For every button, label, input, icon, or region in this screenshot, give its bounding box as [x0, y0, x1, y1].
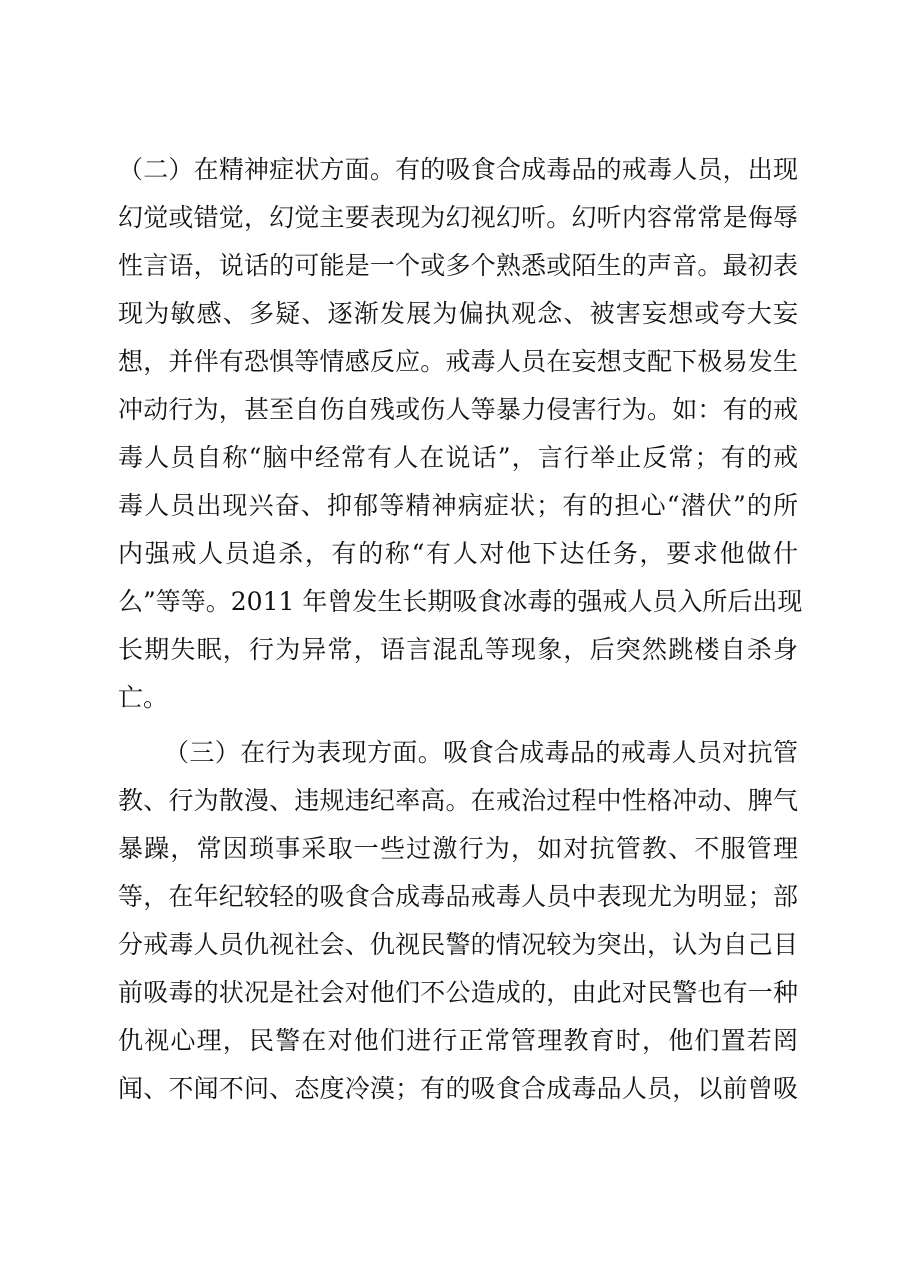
text-line: 暴躁，常因琐事采取一些过激行为，如对抗管教、不服管理: [118, 834, 798, 863]
text-line: 毒人员自称“脑中经常有人在说话”，言行举止反常；有的戒: [118, 443, 798, 472]
text-line: 等，在年纪较轻的吸食合成毒品戒毒人员中表现尤为明显；部: [118, 882, 798, 911]
text-line: 幻觉或错觉，幻觉主要表现为幻视幻听。幻听内容常常是侮辱: [118, 203, 798, 232]
text-line: （二）在精神症状方面。有的吸食合成毒品的戒毒人员，出现: [118, 155, 798, 184]
text-line: 教、行为散漫、违规违纪率高。在戒治过程中性格冲动、脾气: [118, 786, 798, 815]
text-line: 内强戒人员追杀，有的称“有人对他下达任务，要求他做什: [118, 539, 798, 568]
text-line: 前吸毒的状况是社会对他们不公造成的，由此对民警也有一种: [118, 978, 798, 1007]
paragraph-behavior: [118, 729, 798, 1113]
text-line: 么”等等。2011 年曾发生长期吸食冰毒的强戒人员入所后出现: [118, 587, 803, 616]
paragraph-mental-symptoms: [118, 146, 803, 722]
text-line: 现为敏感、多疑、逐渐发展为偏执观念、被害妄想或夸大妄: [118, 299, 798, 328]
text-line: （三）在行为表现方面。吸食合成毒品的戒毒人员对抗管: [164, 738, 798, 767]
text-line: 闻、不闻不问、态度冷漠；有的吸食合成毒品人员，以前曾吸: [118, 1074, 798, 1103]
text-line: 仇视心理，民警在对他们进行正常管理教育时，他们置若罔: [118, 1026, 798, 1055]
text-line: 亡。: [118, 683, 169, 712]
text-line: 长期失眠，行为异常，语言混乱等现象，后突然跳楼自杀身: [118, 635, 798, 664]
text-line: 分戒毒人员仇视社会、仇视民警的情况较为突出，认为自己目: [118, 930, 798, 959]
text-line: 性言语，说话的可能是一个或多个熟悉或陌生的声音。最初表: [118, 251, 798, 280]
text-line: 想，并伴有恐惧等情感反应。戒毒人员在妄想支配下极易发生: [118, 347, 798, 376]
text-line: 冲动行为，甚至自伤自残或伤人等暴力侵害行为。如：有的戒: [118, 395, 798, 424]
text-line: 毒人员出现兴奋、抑郁等精神病症状；有的担心“潜伏”的所: [118, 491, 798, 520]
